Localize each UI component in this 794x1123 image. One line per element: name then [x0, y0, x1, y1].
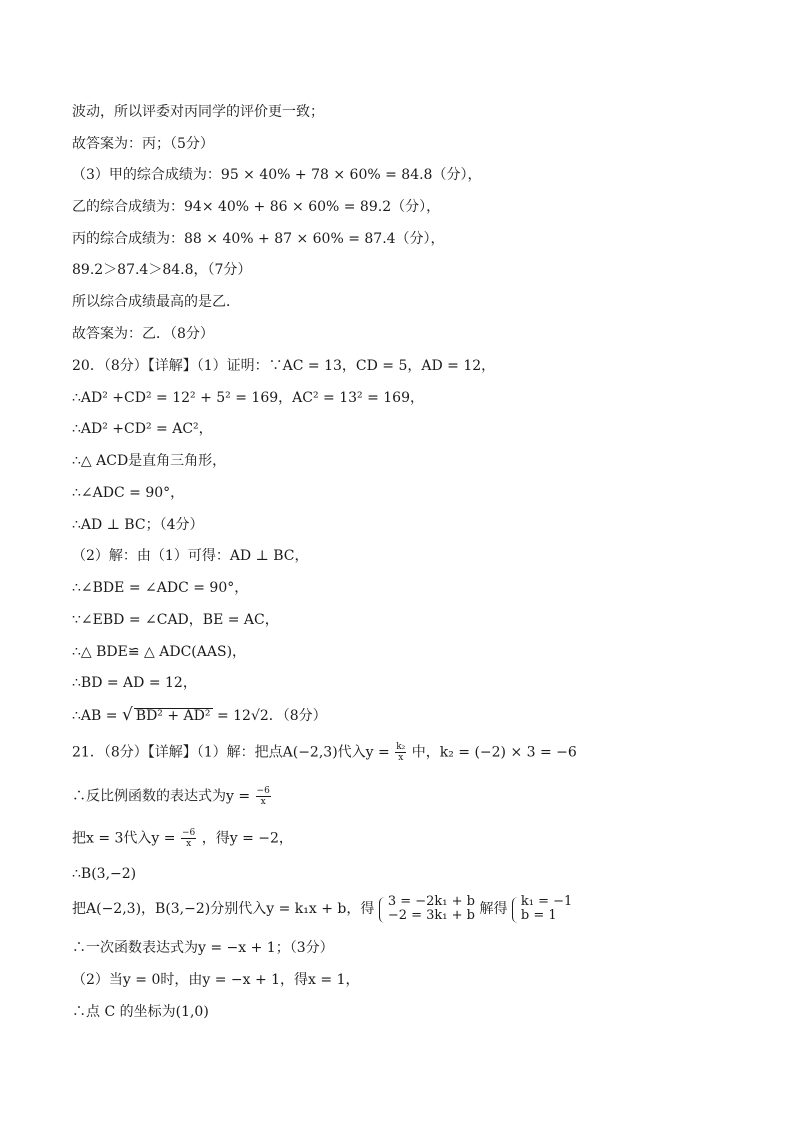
text-line: ∴AD² +CD² = 12² + 5² = 169，AC² = 13² = 169，: [72, 390, 424, 406]
text-line: [72, 828, 293, 849]
text-line: 故答案为：丙；（5分）: [72, 136, 214, 152]
brace: [379, 897, 386, 923]
equation-system: [379, 895, 475, 923]
fraction: [256, 786, 271, 807]
solution-row: k₁ = −1: [520, 894, 573, 909]
fraction-numerator: −6: [256, 786, 270, 796]
question-21-heading: [72, 742, 577, 763]
sqrt-radicand: BD² + AD²: [135, 708, 211, 724]
fraction: [395, 742, 406, 763]
text-line: ∴△ BDE≌ △ ADC(AAS)，: [72, 644, 247, 660]
fraction-denominator: x: [260, 797, 266, 807]
text-line: ∴BD = AD = 12，: [72, 675, 197, 691]
solution-row: b = 1: [520, 908, 557, 923]
text-segment: ∴反比例函数的表达式为y =: [72, 788, 251, 805]
text-line: ∵∠EBD = ∠CAD，BE = AC，: [72, 612, 279, 628]
text-line: ∴点 C 的坐标为(1,0): [72, 1004, 209, 1020]
equation-row: −2 = 3k₁ + b: [387, 908, 475, 923]
text-line: 89.2＞87.4＞84.8，（7分）: [72, 262, 252, 278]
text-line: （2）当y = 0时，由y = −x + 1，得x = 1，: [72, 972, 360, 988]
brace: [512, 897, 519, 923]
text-line: [72, 786, 272, 807]
fraction-denominator: x: [186, 839, 192, 849]
text-segment: = 12√2．（8分）: [216, 708, 327, 724]
text-segment: ∴AB =: [72, 708, 118, 724]
text-line: ∴一次函数表达式为y = −x + 1；（3分）: [72, 940, 334, 956]
text-segment: 解得: [479, 901, 508, 917]
fraction-denominator: x: [398, 753, 404, 763]
fraction: [181, 828, 196, 849]
text-line: ∴B(3,−2): [72, 866, 137, 882]
text-line: 故答案为：乙．（8分）: [72, 326, 214, 342]
text-segment: 把x = 3代入y =: [72, 830, 176, 847]
text-line: ∴△ ACD是直角三角形，: [72, 453, 227, 469]
equation-row: 3 = −2k₁ + b: [387, 894, 475, 909]
text-line: （3）甲的综合成绩为：95 × 40% + 78 × 60% = 84.8（分），: [72, 167, 482, 183]
text-line: 丙的综合成绩为：88 × 40% + 87 × 60% = 87.4（分），: [72, 231, 445, 247]
text-line: ∴∠BDE = ∠ADC = 90°，: [72, 580, 249, 596]
fraction-numerator: k₂: [396, 742, 406, 752]
text-line: 波动，所以评委对丙同学的评价更一致；: [72, 104, 324, 120]
text-segment: ，得y = −2，: [201, 830, 293, 847]
equation-system-line: [72, 895, 572, 923]
text-line: ∴AD² +CD² = AC²，: [72, 421, 213, 437]
text-segment: 中，k₂ = (−2) × 3 = −6: [411, 744, 577, 761]
question-20-heading: 20．（8分）【详解】（1）证明：∵AC = 13，CD = 5，AD = 12，: [72, 358, 496, 374]
fraction-numerator: −6: [181, 828, 196, 838]
text-line: （2）解：由（1）可得：AD ⊥ BC，: [72, 548, 309, 564]
solution-system: [512, 895, 572, 923]
sqrt-sign: √: [121, 705, 133, 725]
ab-sqrt-line: [72, 706, 327, 725]
text-line: 乙的综合成绩为：94× 40% + 86 × 60% = 89.2（分），: [72, 199, 441, 215]
text-line: 所以综合成绩最高的是乙．: [72, 294, 240, 310]
text-line: ∴AD ⊥ BC；（4分）: [72, 517, 204, 533]
text-line: ∴∠ADC = 90°，: [72, 485, 185, 501]
text-segment: 把A(−2,3)，B(3,−2)分别代入y = k₁x + b，得: [72, 901, 375, 917]
text-segment: 21．（8分）【详解】（1）解：把点A(−2,3)代入y =: [72, 744, 390, 761]
